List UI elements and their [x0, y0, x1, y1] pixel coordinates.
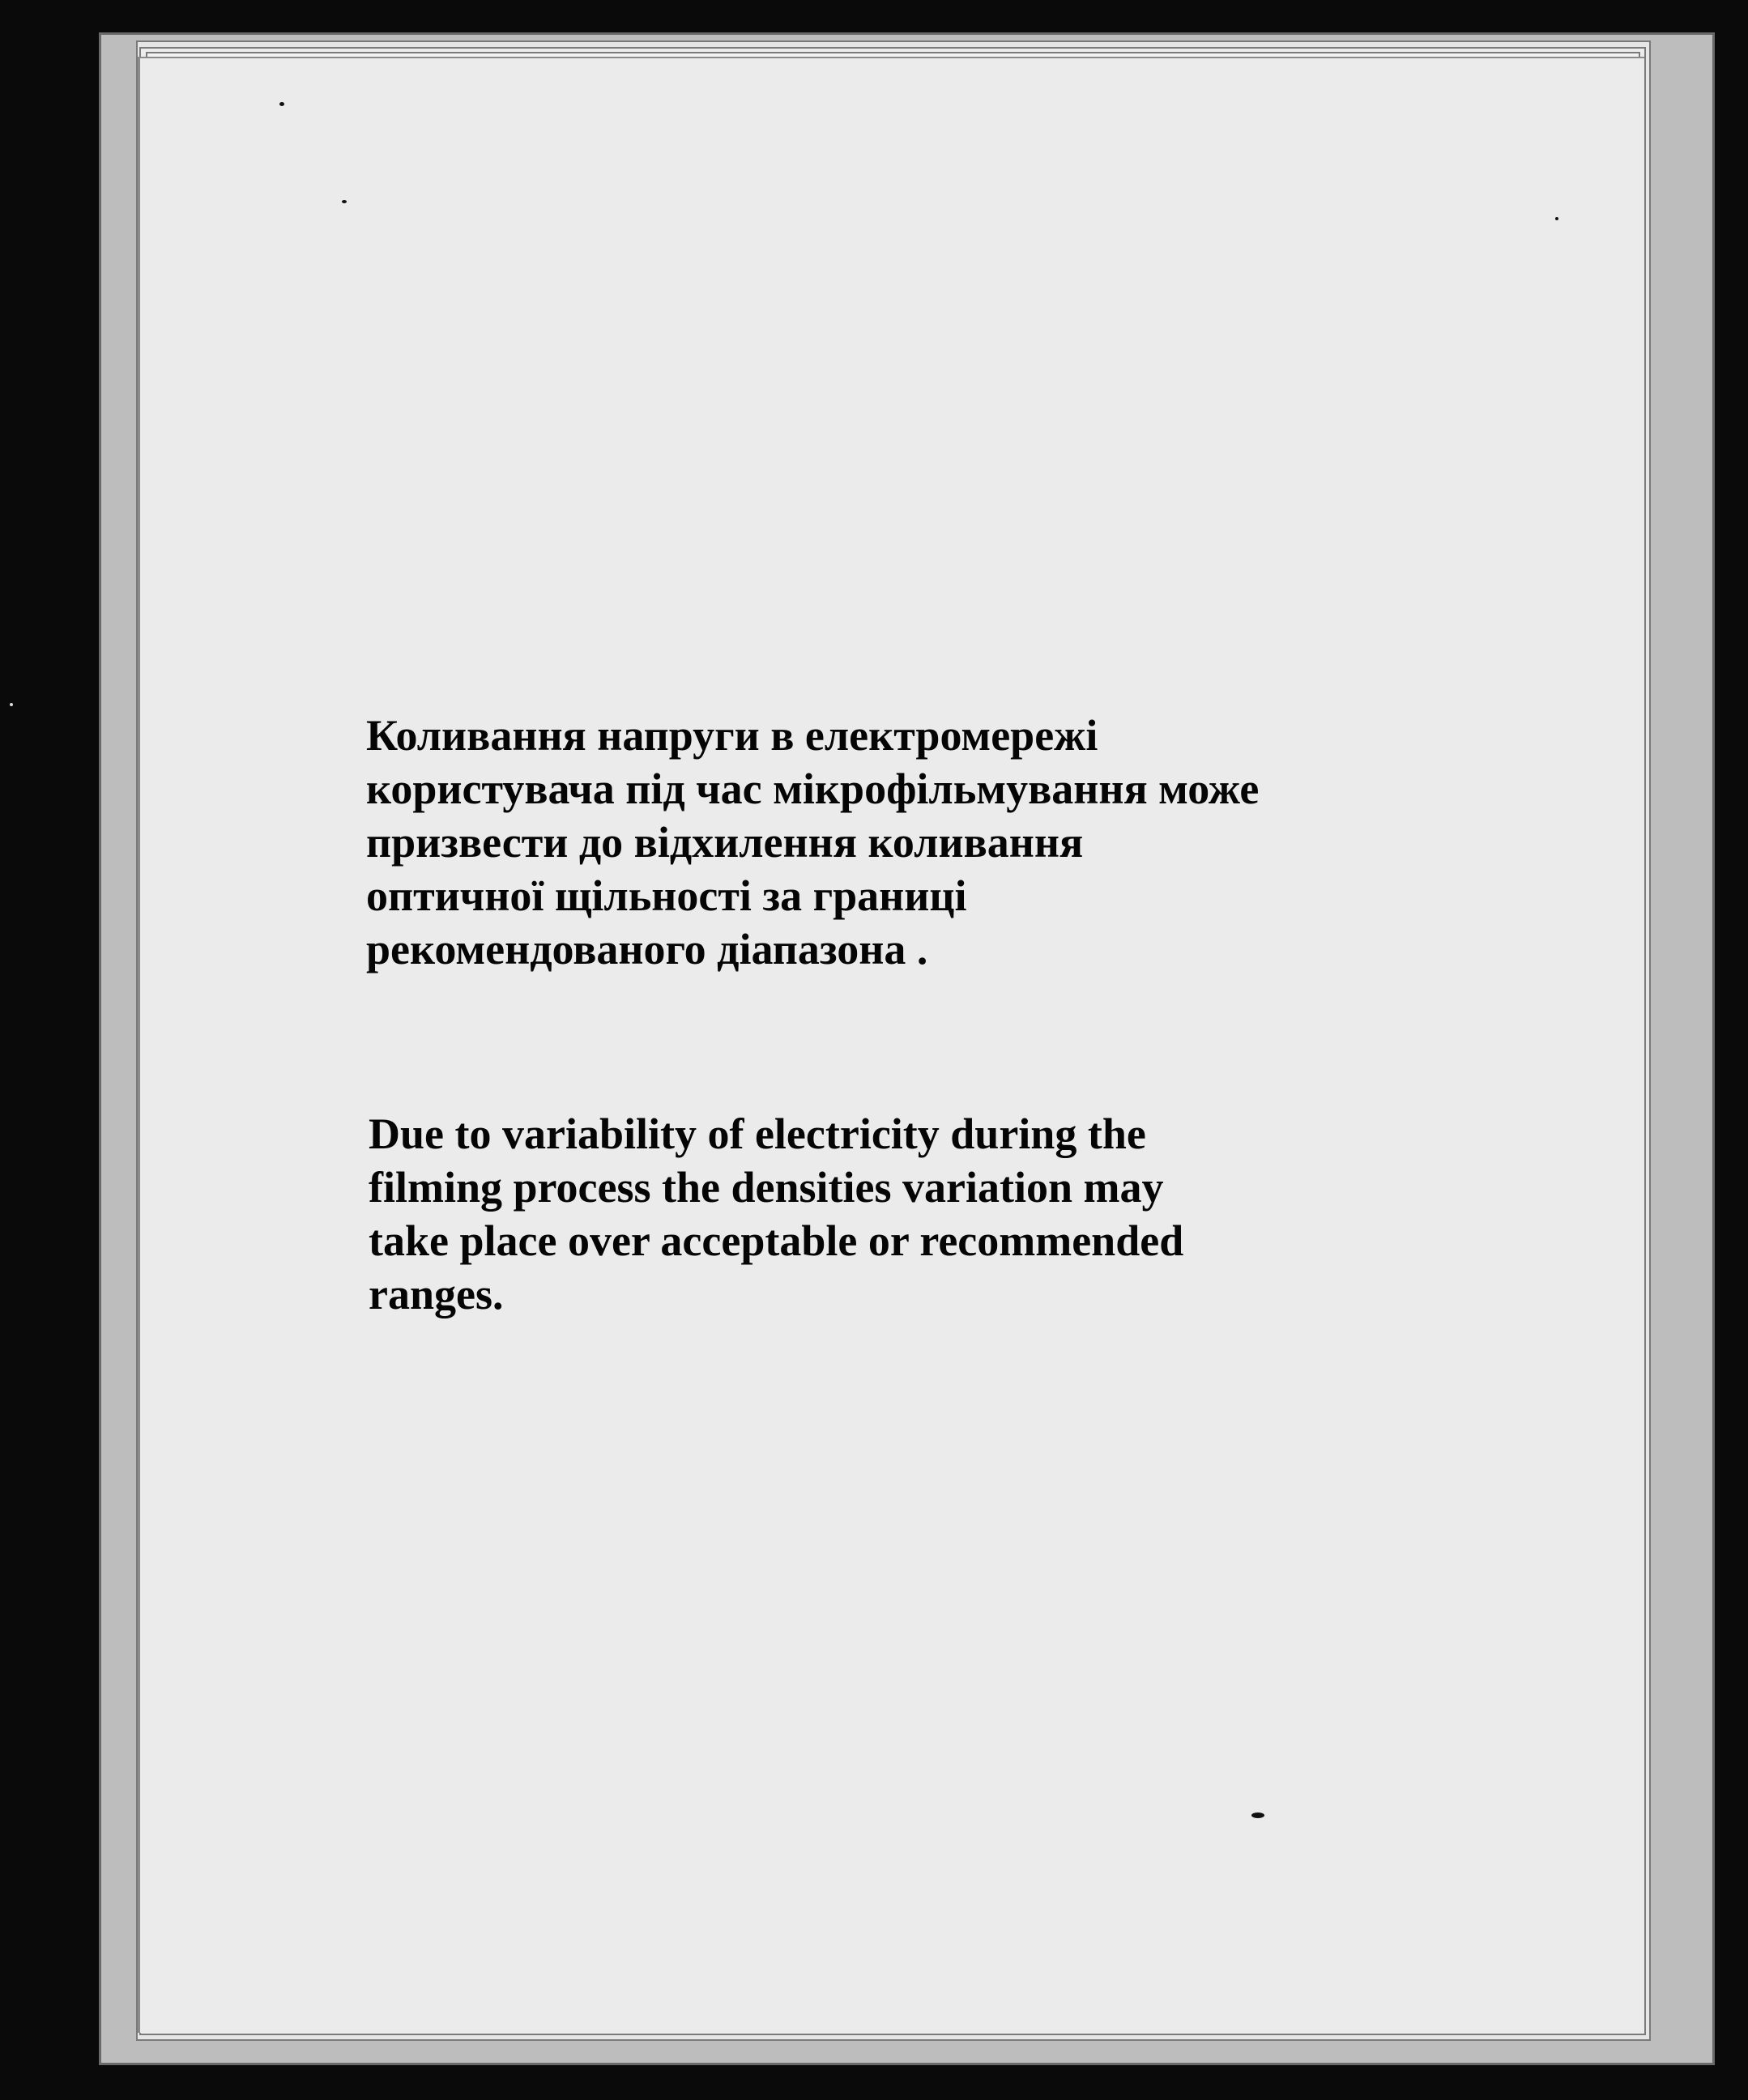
notice-line: оптичної щільності за границі	[366, 871, 967, 920]
scan-speck	[1555, 217, 1558, 220]
ukrainian-notice	[366, 709, 1500, 976]
notice-line: filming process the densities variation may	[369, 1163, 1164, 1212]
notice-line: призвести до відхилення коливання	[366, 818, 1084, 867]
document-page	[138, 57, 1644, 2033]
notice-line: користувача під час мікрофільмування може	[366, 765, 1260, 813]
scan-speck	[1251, 1812, 1264, 1818]
notice-line: рекомендованого діапазона .	[366, 925, 928, 973]
english-notice	[369, 1107, 1503, 1321]
notice-line: ranges.	[369, 1270, 504, 1318]
notice-line: Коливання напруги в електромережі	[366, 711, 1098, 760]
notice-line: take place over acceptable or recommended	[369, 1216, 1184, 1265]
notice-line: Due to variability of electricity during the	[369, 1110, 1146, 1158]
scan-speck	[279, 102, 284, 106]
scan-speck	[10, 703, 13, 706]
scan-speck	[342, 200, 347, 203]
